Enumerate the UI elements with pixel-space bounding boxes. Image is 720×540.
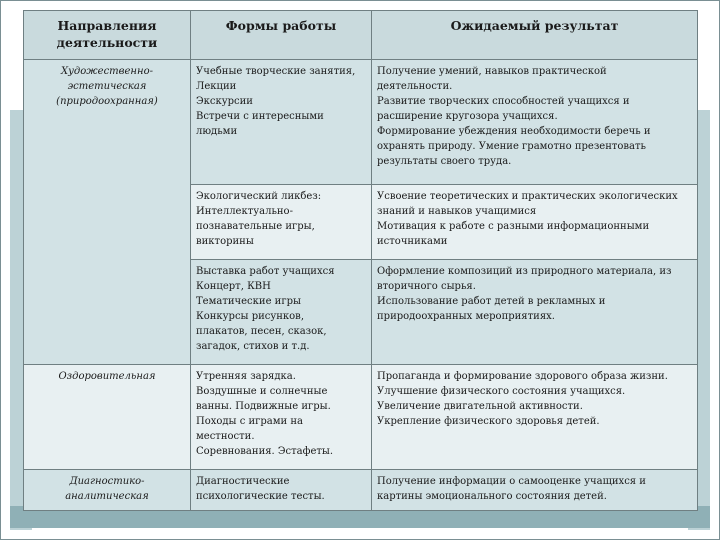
header-row <box>24 11 698 60</box>
direction-cell <box>24 60 191 365</box>
table-row <box>24 470 698 511</box>
result-line: Укрепление физического здоровья детей. <box>377 416 600 427</box>
result-line: природоохранных мероприятиях. <box>377 311 555 322</box>
result-cell <box>372 365 698 470</box>
forms-line: Интеллектуально- <box>196 206 293 217</box>
header-forms: Формы работы <box>191 11 372 60</box>
forms-line: Тематические игры <box>196 296 301 307</box>
forms-cell <box>191 185 372 260</box>
forms-cell <box>191 60 372 185</box>
forms-line: психологические тесты. <box>196 491 325 502</box>
result-line: Использование работ детей в рекламных и <box>377 296 606 307</box>
forms-line: Конкурсы рисунков, <box>196 311 304 322</box>
forms-line: викторины <box>196 236 254 247</box>
direction-label: Художественно-эстетическая (природоохранная) <box>56 66 158 107</box>
forms-line: Экологический ликбез: <box>196 191 322 202</box>
result-line: источниками <box>377 236 448 247</box>
forms-line: Концерт, КВН <box>196 281 271 292</box>
forms-line: Встречи с интересными <box>196 111 324 122</box>
forms-line: загадок, стихов и т.д. <box>196 341 310 352</box>
activities-table <box>23 10 698 511</box>
result-line: Улучшение физического состояния учащихся. <box>377 386 626 397</box>
result-line: результаты своего труда. <box>377 156 512 167</box>
direction-label: Оздоровительная <box>58 371 156 382</box>
result-cell <box>372 60 698 185</box>
table-row <box>24 60 698 185</box>
header-result: Ожидаемый результат <box>372 11 698 60</box>
direction-label: Диагностико-аналитическая <box>65 476 149 502</box>
direction-cell <box>24 365 191 470</box>
forms-cell <box>191 260 372 365</box>
result-line: Развитие творческих способностей учащихся и <box>377 96 630 107</box>
forms-line: местности. <box>196 431 255 442</box>
forms-line: Лекции <box>196 81 237 92</box>
result-line: Мотивация к работе с разными информационными <box>377 221 650 232</box>
forms-line: Экскурсии <box>196 96 253 107</box>
result-line: Формирование убеждения необходимости беречь и <box>377 126 651 137</box>
result-cell <box>372 185 698 260</box>
result-line: Усвоение теоретических и практических экологических <box>377 191 678 202</box>
forms-line: людьми <box>196 126 238 137</box>
forms-line: Походы с играми на <box>196 416 303 427</box>
forms-line: познавательные игры, <box>196 221 315 232</box>
result-line: Увеличение двигательной активности. <box>377 401 583 412</box>
table-row <box>24 365 698 470</box>
result-line: расширение кругозора учащихся. <box>377 111 558 122</box>
result-line: Получение информации о самооценке учащихся и <box>377 476 646 487</box>
result-cell <box>372 260 698 365</box>
forms-line: плакатов, песен, сказок, <box>196 326 327 337</box>
forms-line: Соревнования. Эстафеты. <box>196 446 334 457</box>
result-cell <box>372 470 698 511</box>
result-line: вторичного сырья. <box>377 281 476 292</box>
header-directions: Направления деятельности <box>24 11 191 60</box>
forms-cell <box>191 365 372 470</box>
forms-line: Воздушные и солнечные <box>196 386 328 397</box>
result-line: Пропаганда и формирование здорового образа жизни. <box>377 371 668 382</box>
direction-cell <box>24 470 191 511</box>
result-line: Оформление композиций из природного материала, из <box>377 266 672 277</box>
result-line: деятельности. <box>377 81 453 92</box>
result-line: картины эмоционального состояния детей. <box>377 491 607 502</box>
result-line: Получение умений, навыков практической <box>377 66 607 77</box>
forms-line: Утренняя зарядка. <box>196 371 296 382</box>
forms-line: ванны. Подвижные игры. <box>196 401 331 412</box>
result-line: знаний и навыков учащимися <box>377 206 537 217</box>
forms-line: Учебные творческие занятия, <box>196 66 356 77</box>
result-line: охранять природу. Умение грамотно презентовать <box>377 141 646 152</box>
forms-line: Выставка работ учащихся <box>196 266 335 277</box>
forms-cell <box>191 470 372 511</box>
forms-line: Диагностические <box>196 476 290 487</box>
